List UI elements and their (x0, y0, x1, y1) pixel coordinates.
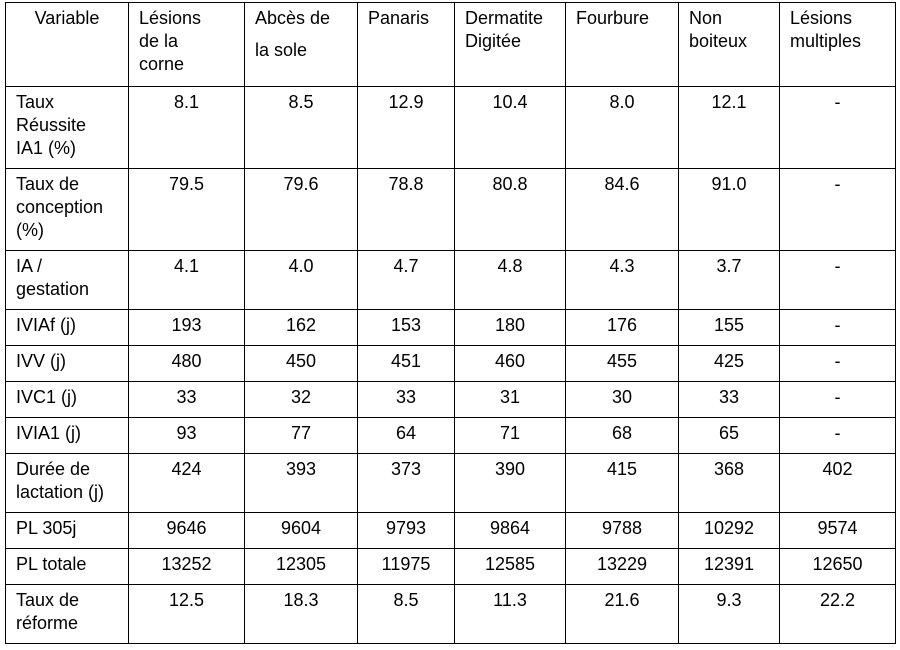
table-cell: 10292 (679, 513, 780, 549)
table-cell: 460 (455, 346, 566, 382)
header-column-3 (358, 3, 455, 87)
table-cell: 80.8 (455, 169, 566, 251)
row-label-text: Taux de (16, 590, 80, 610)
row-label-text: PL 305j (16, 518, 77, 538)
table-cell: 91.0 (679, 169, 780, 251)
header-text: multiples (790, 31, 862, 51)
table-cell: 30 (566, 382, 679, 418)
row-label-text: réforme (16, 613, 79, 633)
table-cell: 11975 (358, 549, 455, 585)
table-cell: 3.7 (679, 251, 780, 310)
table-cell: - (780, 169, 896, 251)
table-cell: - (780, 346, 896, 382)
table-cell: 153 (358, 310, 455, 346)
table-cell: 33 (679, 382, 780, 418)
table-cell: 8.0 (566, 87, 679, 169)
table-cell: 13229 (566, 549, 679, 585)
row-label (6, 418, 129, 454)
table-row (6, 454, 896, 513)
header-column-1 (129, 3, 245, 87)
table-cell: 12.5 (129, 585, 245, 644)
table-cell: 71 (455, 418, 566, 454)
row-label-text: IVIAf (j) (16, 315, 77, 335)
table-cell: 415 (566, 454, 679, 513)
table-cell: 9793 (358, 513, 455, 549)
table-cell: 4.7 (358, 251, 455, 310)
table-cell: - (780, 418, 896, 454)
row-label (6, 87, 129, 169)
row-label (6, 310, 129, 346)
table-cell: 33 (358, 382, 455, 418)
table-body (6, 87, 896, 644)
table-cell: 176 (566, 310, 679, 346)
table-cell: - (780, 87, 896, 169)
table-cell: 402 (780, 454, 896, 513)
header-text: Fourbure (576, 8, 650, 28)
row-label (6, 454, 129, 513)
table-row (6, 418, 896, 454)
header-text: Lésions (790, 8, 853, 28)
table-cell: 21.6 (566, 585, 679, 644)
row-label-text: IA / (16, 256, 43, 276)
row-label (6, 513, 129, 549)
table-row (6, 169, 896, 251)
table-cell: 155 (679, 310, 780, 346)
table-cell: 455 (566, 346, 679, 382)
table-cell: 4.8 (455, 251, 566, 310)
header-row (6, 3, 896, 87)
header-text: Non (689, 8, 723, 28)
table-cell: 180 (455, 310, 566, 346)
table-cell: 93 (129, 418, 245, 454)
header-column-7 (780, 3, 896, 87)
table-cell: 162 (245, 310, 358, 346)
table-row (6, 251, 896, 310)
table-cell: 10.4 (455, 87, 566, 169)
table-cell: 450 (245, 346, 358, 382)
row-label-text: Taux de (16, 174, 80, 194)
header-text: Panaris (368, 8, 430, 28)
table-cell: 8.5 (245, 87, 358, 169)
table-cell: 32 (245, 382, 358, 418)
row-label-text: IA1 (%) (16, 138, 77, 158)
table-cell: 11.3 (455, 585, 566, 644)
table-cell: 425 (679, 346, 780, 382)
table-cell: 9788 (566, 513, 679, 549)
table-cell: 18.3 (245, 585, 358, 644)
table-cell: 9574 (780, 513, 896, 549)
row-label-text: conception (16, 197, 104, 217)
header-text: Lésions (139, 8, 202, 28)
row-label-text: IVIA1 (j) (16, 423, 82, 443)
row-label-text: gestation (16, 279, 90, 299)
table-cell: 8.5 (358, 585, 455, 644)
table-cell: 368 (679, 454, 780, 513)
table-cell: 373 (358, 454, 455, 513)
row-label (6, 169, 129, 251)
header-text: de la (139, 31, 179, 51)
table-cell: 480 (129, 346, 245, 382)
table-row (6, 585, 896, 644)
row-label (6, 251, 129, 310)
header-column-2 (245, 3, 358, 87)
header-text: Abcès de (255, 8, 331, 28)
header-text: boiteux (689, 31, 748, 51)
table-cell: 393 (245, 454, 358, 513)
table-cell: 77 (245, 418, 358, 454)
header-text: Dermatite (465, 8, 544, 28)
table-cell: 9646 (129, 513, 245, 549)
table-cell: 12.9 (358, 87, 455, 169)
table-cell: - (780, 382, 896, 418)
table-cell: 451 (358, 346, 455, 382)
row-label-text: PL totale (16, 554, 87, 574)
table-cell: 12305 (245, 549, 358, 585)
table-cell: 9604 (245, 513, 358, 549)
table-cell: 8.1 (129, 87, 245, 169)
row-label-text: IVC1 (j) (16, 387, 78, 407)
table-cell: 12391 (679, 549, 780, 585)
table-cell: 424 (129, 454, 245, 513)
table-cell: 22.2 (780, 585, 896, 644)
table-row (6, 382, 896, 418)
table-cell: 64 (358, 418, 455, 454)
table-cell: 31 (455, 382, 566, 418)
table-cell: 79.6 (245, 169, 358, 251)
row-label (6, 382, 129, 418)
table-cell: 9864 (455, 513, 566, 549)
table-cell: 84.6 (566, 169, 679, 251)
table-row (6, 87, 896, 169)
header-column-4 (455, 3, 566, 87)
table-row (6, 346, 896, 382)
row-label-text: Réussite (16, 115, 87, 135)
row-label-text: (%) (16, 220, 44, 240)
table-cell: 12.1 (679, 87, 780, 169)
table-cell: 68 (566, 418, 679, 454)
table-cell: 4.1 (129, 251, 245, 310)
header-text: Digitée (465, 31, 522, 51)
row-label-text: lactation (j) (16, 482, 105, 502)
table-cell: - (780, 310, 896, 346)
table-row (6, 310, 896, 346)
header-column-5 (566, 3, 679, 87)
row-label (6, 549, 129, 585)
row-label (6, 346, 129, 382)
table-cell: 33 (129, 382, 245, 418)
row-label-text: Taux (16, 92, 55, 112)
table-cell: 9.3 (679, 585, 780, 644)
header-text: la sole (255, 40, 308, 60)
table-cell: 12650 (780, 549, 896, 585)
lameness-table (5, 2, 896, 644)
table-cell: 78.8 (358, 169, 455, 251)
table-cell: - (780, 251, 896, 310)
table-cell: 4.0 (245, 251, 358, 310)
table-cell: 79.5 (129, 169, 245, 251)
row-label-text: IVV (j) (16, 351, 67, 371)
table-cell: 65 (679, 418, 780, 454)
header-variable (6, 3, 129, 87)
table-cell: 13252 (129, 549, 245, 585)
table-cell: 12585 (455, 549, 566, 585)
table-row (6, 513, 896, 549)
header-text: corne (139, 54, 185, 74)
row-label-text: Durée de (16, 459, 91, 479)
table-row (6, 549, 896, 585)
table-cell: 193 (129, 310, 245, 346)
table-cell: 4.3 (566, 251, 679, 310)
table-cell: 390 (455, 454, 566, 513)
header-column-6 (679, 3, 780, 87)
row-label (6, 585, 129, 644)
header-text: Variable (34, 8, 100, 28)
